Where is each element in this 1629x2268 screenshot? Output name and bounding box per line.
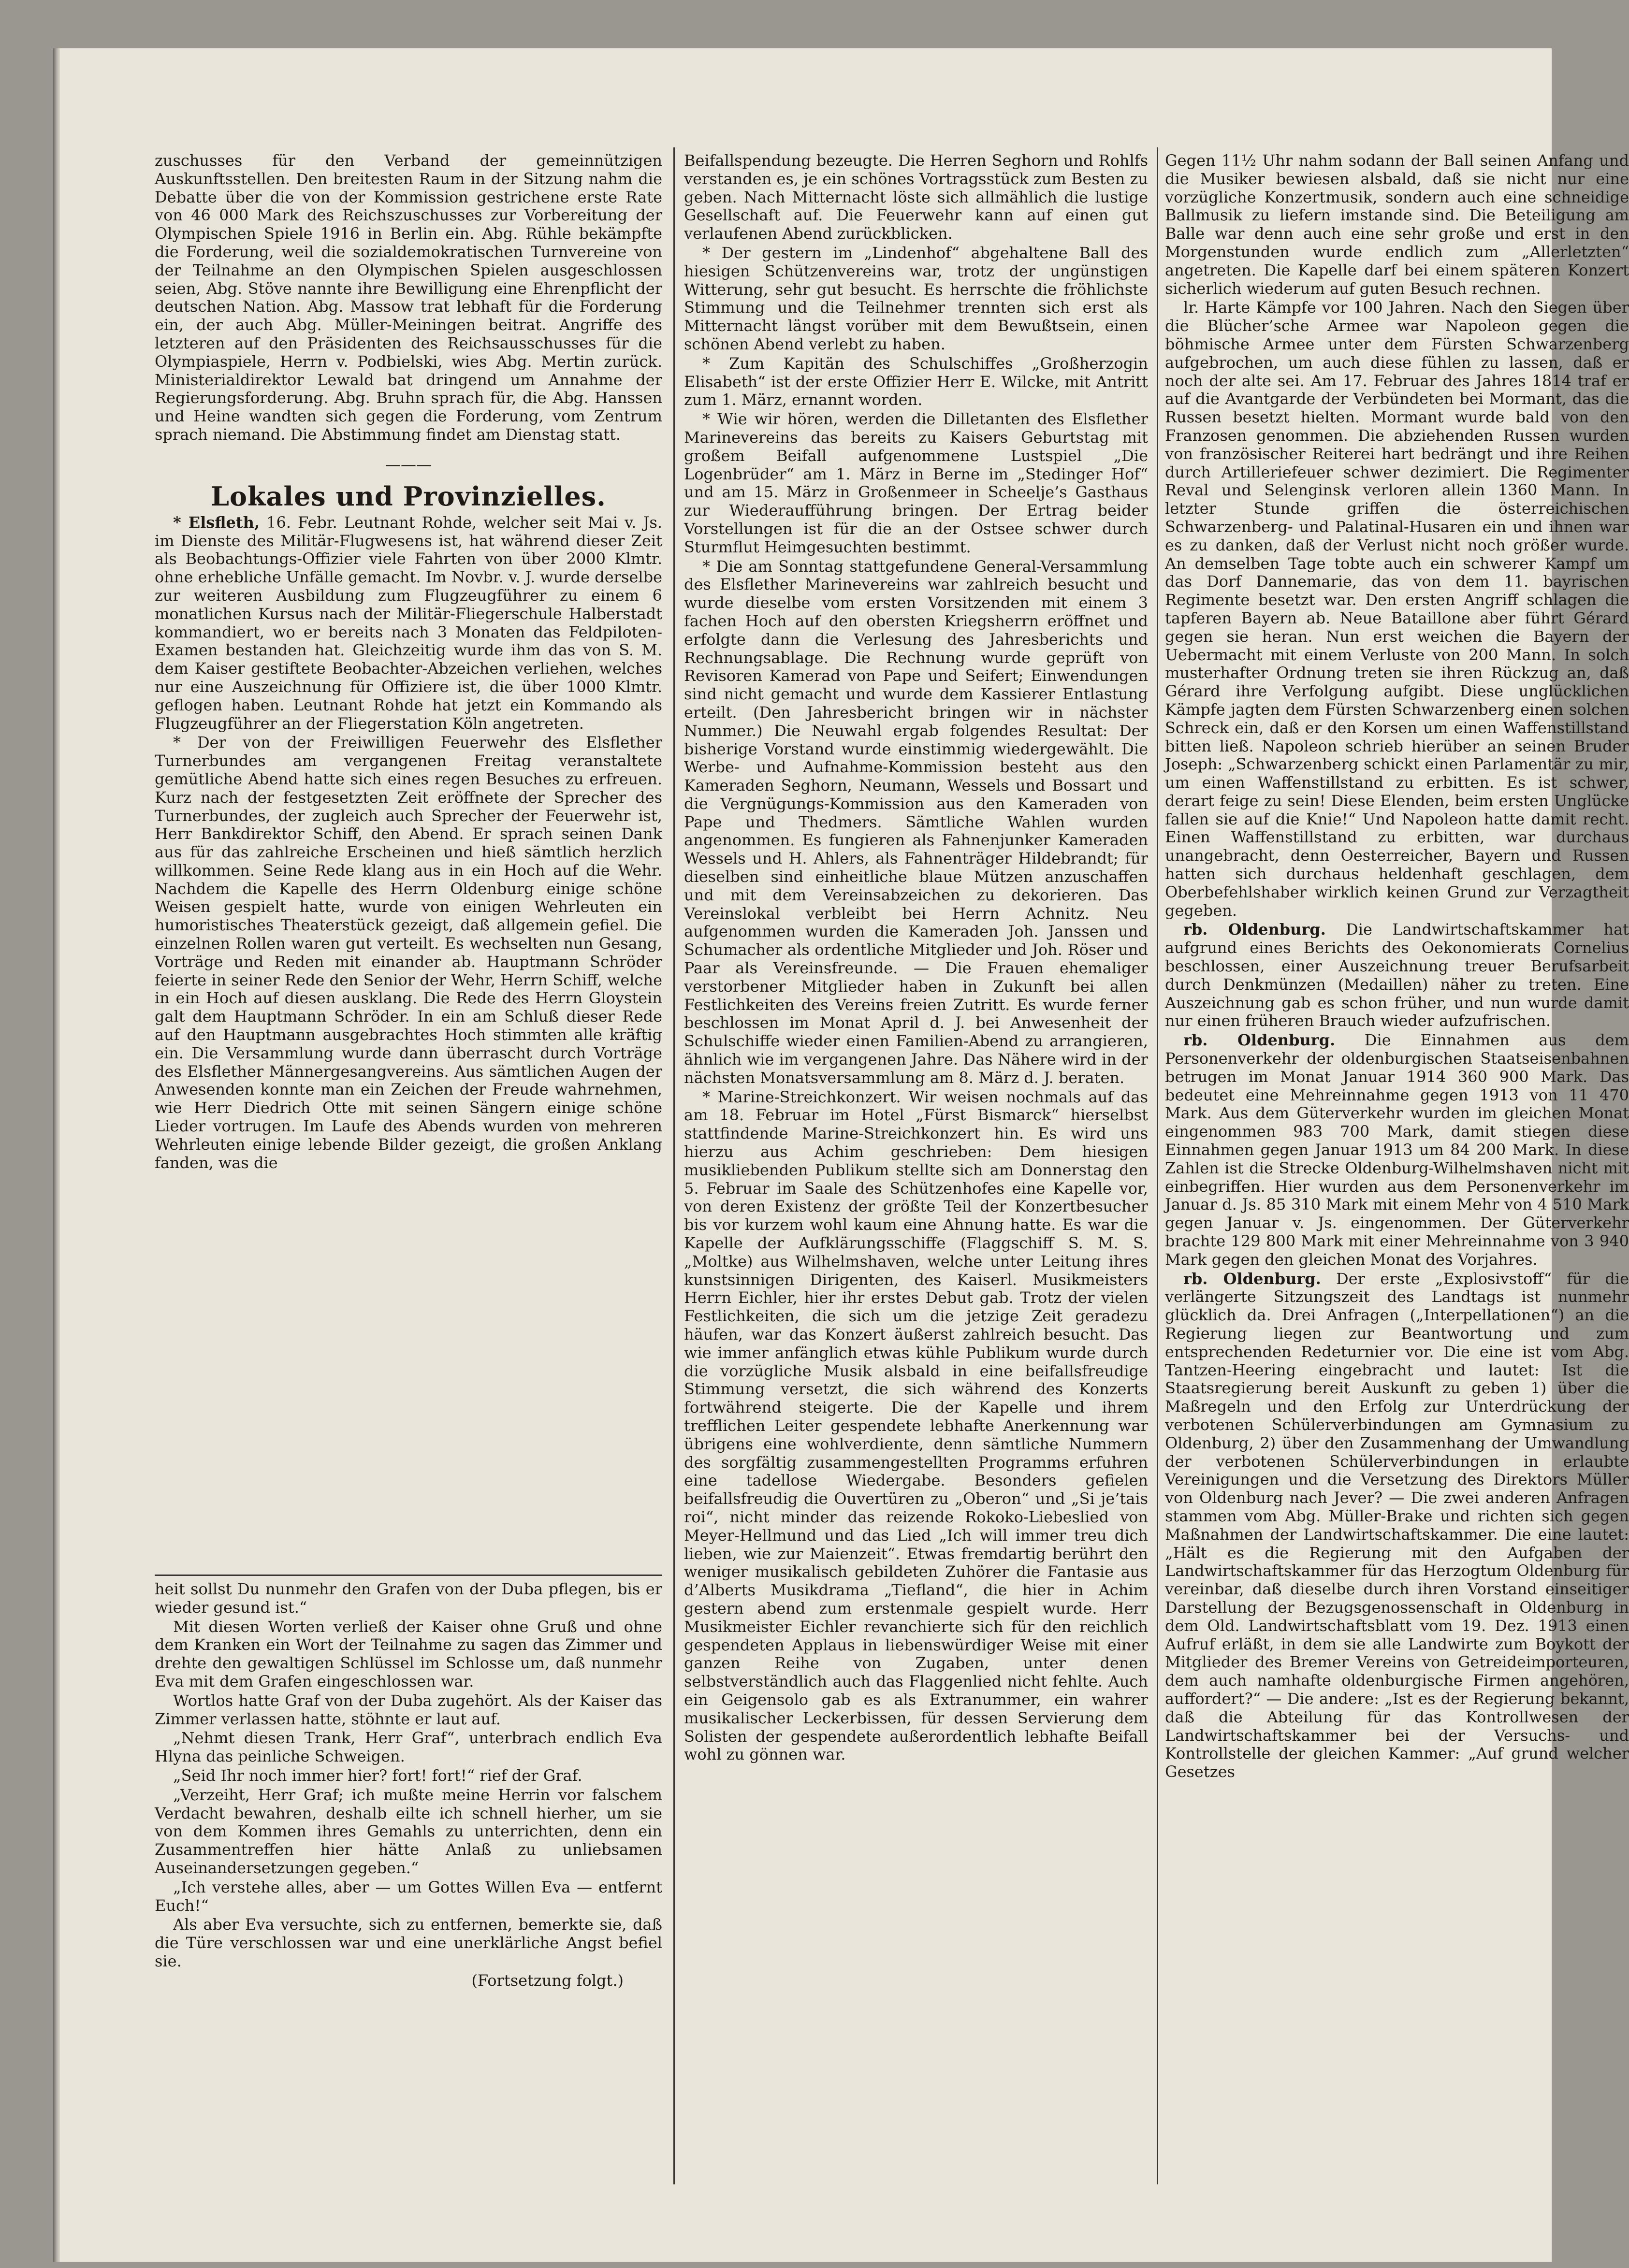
section-heading <box>155 482 662 511</box>
paragraph-text: „Ich verstehe alles, aber — um Gottes Willen Eva — entfernt Euch!“ <box>155 1878 662 1915</box>
section-separator <box>155 450 662 479</box>
article-paragraph <box>1165 1270 1629 1781</box>
column-2-articles <box>684 152 1148 2189</box>
article-paragraph <box>155 734 662 1172</box>
column-1-articles <box>155 152 662 1573</box>
article-paragraph <box>155 1916 662 1970</box>
paragraph-text: ——— <box>385 455 432 474</box>
paragraph-text: „Nehmt diesen Trank, Herr Graf“, unterbrach endlich Eva Hlyna das peinliche Schweigen. <box>155 1729 662 1766</box>
paragraph-text: Lokales und Provinzielles. <box>211 480 606 512</box>
paragraph-text: Beifallspendung bezeugte. Die Herren Seghorn und Rohlfs verstanden es, je ein schönes Vortragsstück zum Besten zu geben. Nach Mitternacht löste sich allmählich die lustige Gesellschaft auf. Die Feuerwehr kann auf einen gut verlaufenen Abend zurückblicken. <box>684 151 1148 243</box>
newspaper-page <box>53 48 1629 2262</box>
paragraph-text: * Marine-Streichkonzert. Wir weisen nochmals auf das am 18. Februar im Hotel „Fürst Bismarck“ hierselbst stattfindende Marine-Streichkonzert hin. Es wird uns hierzu aus Achim geschrieben: Dem hiesigen musikliebenden Publikum stellte sich am Donnerstag den 5. Februar im Saale des Schützenhofes eine Kapelle vor, von deren Existenz der größte Teil der Konzertbesucher bis vor kurzem wohl kaum eine Ahnung hatte. Es war die Kapelle der Aufklärungsschiffe (Flaggschiff S. M. S. „Moltke) aus Wilhelmshaven, welche unter Leitung ihres kunstsinnigen Dirigenten, des Kaiserl. Musikmeisters Herrn Eichler, hier ihr erstes Debut gab. Trotz der vielen Festlichkeiten, die sich um die jetzige Zeit geradezu häufen, war das Konzert äußerst zahlreich besucht. Das wie immer anfänglich etwas kühle Publikum wurde durch die vorzügliche Musik alsbald in eine beifallsfreudige Stimmung versetzt, die sich während des Konzerts fortwährend steigerte. Die der Kapelle und ihrem trefflichen Leiter gespendete lebhafte Anerkennung war übrigens eine wohlverdiente, denn sämtliche Nummern des sorgfältig zusammengestellten Programms erfuhren eine tadellose Wiedergabe. Besonders gefielen beifallsfreudig die Ouvertüren zu „Oberon“ und „Si je’tais roi“, nicht minder das reizende Rokoko-Liebeslied von Meyer-Hellmund und das Lied „Ich will immer treu dich lieben, wie zur Maienzeit“. Etwas fremdartig berührt den weniger musikalisch gebildeten Zuhörer die Fantasie aus d’Alberts Musikdrama „Tiefland“, die hier in Achim gestern abend zum erstenmale gespielt wurde. Herr Musikmeister Eichler revanchierte sich für den reichlich gespendeten Applaus in liebenswürdiger Weise mit einer ganzen Reihe von Zugaben, unter denen selbstverständlich auch das Flaggenlied nicht fehlte. Auch ein Geigensolo gab es als Extranummer, ein wahrer musikalischer Leckerbissen, für dessen Servierung dem Solisten der gespendete außerordentlich lebhafte Beifall wohl zu gönnen war. <box>684 1087 1148 1764</box>
paragraph-text: * Der gestern im „Lindenhof“ abgehaltene Ball des hiesigen Schützenvereins war, trotz der ungünstigen Witterung, sehr gut besucht. Es herrschte die fröhlichste Stimmung und die Teilnehmer trennten sich erst als Mitternacht längst vorüber mit dem Bewußtsein, einen schönen Abend verlebt zu haben. <box>684 243 1148 353</box>
paragraph-text: Die Landwirtschaftskammer hat aufgrund eines Berichts des Oekonomierats Cornelius beschlossen, einer Auszeichnung treuer Berufsarbeit durch Denkmünzen (Medaillen) näher zu treten. Eine Auszeichnung gab es schon früher, und nun wurde damit nur einen früheren Brauch wieder aufzufrischen. <box>1165 920 1629 1030</box>
article-paragraph <box>684 244 1148 354</box>
article-paragraph <box>155 1692 662 1729</box>
dateline: rb. Oldenburg. <box>1183 1031 1336 1050</box>
article-paragraph <box>684 1088 1148 1764</box>
dateline: rb. Oldenburg. <box>1183 920 1326 939</box>
paragraph-text: Mit diesen Worten verließ der Kaiser ohne Gruß und ohne dem Kranken ein Wort der Teilnahme zu sagen das Zimmer und drehte den gewaltigen Schlüssel im Schlosse um, daß nunmehr Eva mit dem Grafen eingeschlossen war. <box>155 1617 662 1690</box>
article-paragraph <box>1165 1031 1629 1269</box>
paragraph-text: heit sollst Du nunmehr den Grafen von der Duba pflegen, bis er wieder gesund ist.“ <box>155 1580 662 1617</box>
paragraph-text: lr. Harte Kämpfe vor 100 Jahren. Nach den Siegen über die Blücher’sche Armee war Napoleon gegen die böhmische Armee unter dem Fürsten Schwarzenberg aufgebrochen, um auch diese fühlen zu lassen, daß er noch der alte sei. Am 17. Februar des Jahres 1814 traf er auf die Avantgarde der Verbündeten bei Mormant, das die Russen besetzt hielten. Mormant wurde bald von den Franzosen genommen. Die abziehenden Russen wurden von französischer Reiterei hart bedrängt und ihre Reihen durch Artilleriefeuer schwer dezimiert. Die Regimenter Reval und Selenginsk verloren allein 1360 Mann. In letzter Stunde griffen die österreichischen Schwarzenberg- und Palatinal-Husaren ein und ihnen war es zu danken, daß der Verlust nicht noch größer wurde. An demselben Tage tobte auch ein schwerer Kampf um das Dorf Dannemarie, das von dem 11. bayrischen Regimente besetzt war. Den ersten Angriff schlagen die tapferen Bayern ab. Neue Bataillone aber führt Gérard gegen sie heran. Nun erst weichen die Bayern der Uebermacht mit einem Verluste von 200 Mann. In solch musterhafter Ordnung treten sie ihren Rückzug an, daß Gérard ihre Verfolgung aufgibt. Diese unglücklichen Kämpfe jagten dem Fürsten Schwarzenberg einen solchen Schreck ein, daß er den Korsen um einen Waffenstillstand bitten ließ. Napoleon schrieb hierüber an seinen Bruder Joseph: „Schwarzenberg schickt einen Parlamentär zu mir, um einen Waffenstillstand zu erbitten. Es ist schwer, derart feige zu sein! Diese Elenden, beim ersten Unglücke fallen sie auf die Knie!“ Und Napoleon hatte damit recht. Einen Waffenstillstand zu erbitten, war durchaus unangebracht, denn Oesterreicher, Bayern und Russen hatten sich durchaus heldenhaft geschlagen, dem Oberbefehlshaber wirklich keinen Grund zur Verzagtheit gegeben. <box>1165 298 1629 920</box>
page-binding-edge <box>53 48 60 2262</box>
feuilleton-divider <box>155 1575 662 1576</box>
article-paragraph <box>155 152 662 444</box>
paragraph-text: 16. Febr. Leutnant Rohde, welcher seit Mai v. Js. im Dienste des Militär-Flugwesens ist, hat während dieser Zeit als Beobachtungs-Offizier viele Fahrten von über 2000 Klmtr. ohne erhebliche Unfälle gemacht. Im Novbr. v. J. wurde derselbe zur weiteren Ausbildung zum Flugzeugführer zu einem 6 monatlichen Kursus nach der Militär-Fliegerschule Halberstadt kommandiert, wo er bereits nach 3 Monaten das Feldpiloten-Examen bestanden hat. Gleichzeitig wurde ihm das von S. M. dem Kaiser gestiftete Beobachter-Abzeichen verliehen, welches nur eine Auszeichnung für Offiziere ist, die über 1000 Klmtr. geflogen haben. Leutnant Rohde hat jetzt ein Kommando als Flugzeugführer an der Fliegerstation Köln angetreten. <box>155 513 663 733</box>
paragraph-text: „Seid Ihr noch immer hier? fort! fort!“ rief der Graf. <box>173 1766 582 1785</box>
paragraph-text: Gegen 11½ Uhr nahm sodann der Ball seinen Anfang und die Musiker bewiesen alsbald, daß sie nicht nur eine vorzügliche Konzertmusik, sondern auch eine schneidige Ballmusik zu liefern imstande sind. Die Beteiligung am Balle war denn auch eine sehr große und erst in den Morgenstunden wurde endlich zum „Allerletzten“ angetreten. Die Kapelle darf bei einem späteren Konzert sicherlich wiederum auf guten Besuch rechnen. <box>1165 151 1629 298</box>
paragraph-text: Als aber Eva versuchte, sich zu entfernen, bemerkte sie, daß die Türe verschlossen war und eine unerklärliche Angst befiel sie. <box>155 1915 662 1970</box>
paragraph-text: Der erste „Explosivstoff“ für die verlängerte Sitzungszeit des Landtags ist nunmehr glücklich da. Drei Anfragen („Interpellationen“) an die Regierung liegen zur Beantwortung und zum entsprechenden Redeturnier vor. Die eine ist vom Abg. Tantzen-Heering eingebracht und lautet: Ist die Staatsregierung bereit Auskunft zu geben 1) über die Maßregeln und den Erfolg zur Unterdrückung der verbotenen Schülerverbindungen am Gymnasium zu Oldenburg, 2) über den Zusammenhang der Umwandlung der verbotenen Schülerverbindungen in erlaubte Vereinigungen und die Versetzung des Direktors Müller von Oldenburg nach Jever? — Die zwei anderen Anfragen stammen vom Abg. Müller-Brake und richten sich gegen Maßnahmen der Landwirtschaftskammer. Die eine lautet: „Hält es die Regierung mit den Aufgaben der Landwirtschaftskammer für das Herzogtum Oldenburg für vereinbar, daß dieselbe durch ihren Vorstand einseitiger Darstellung der Bezugsgenossenschaft in Oldenburg in dem Old. Landwirtschaftsblatt vom 19. Dez. 1913 einen Aufruf erläßt, in dem sie alle Landwirte zum Boykott der Mitglieder des Bremer Vereins von Getreideimporteuren, dem auch namhafte oldenburgische Firmen angehören, auffordert?“ — Die andere: „Ist es der Regierung bekannt, daß die Abteilung für das Kontrollwesen der Landwirtschaftskammer bei der Versuchs- und Kontrollstelle der gleichen Kammer: „Auf grund welcher Gesetzes <box>1165 1269 1629 1781</box>
paragraph-text: (Fortsetzung folgt.) <box>471 1971 624 1990</box>
article-paragraph <box>155 514 662 733</box>
article-paragraph <box>155 1767 662 1785</box>
column-1-serial-story <box>155 1580 662 2194</box>
paragraph-text: Wortlos hatte Graf von der Duba zugehört. Als der Kaiser das Zimmer verlassen hatte, stöhnte er laut auf. <box>155 1691 662 1728</box>
article-paragraph <box>684 558 1148 1087</box>
paragraph-text: * Wie wir hören, werden die Dilletanten des Elsflether Marinevereins das bereits zu Kaisers Geburtstag mit großem Beifall aufgenommene Lustspiel „Die Logenbrüder“ am 1. März in Berne im „Stedinger Hof“ und am 15. März in Großenmeer in Scheelje’s Gasthaus zur Wiederaufführung bringen. Der Ertrag beider Vorstellungen ist für die an der Ostsee schwer durch Sturmflut Heimgesuchten bestimmt. <box>684 410 1148 556</box>
article-paragraph <box>684 410 1148 556</box>
column-rule-1 <box>673 147 675 2184</box>
column-3-articles <box>1165 152 1629 2189</box>
dateline: rb. Oldenburg. <box>1183 1269 1321 1288</box>
paragraph-text: * Die am Sonntag stattgefundene General-Versammlung des Elsflether Marinevereins war zahlreich besucht und wurde dieselbe vom ersten Vorsitzenden mit einem 3 fachen Hoch auf den obersten Kriegsherrn eröffnet und erfolgte dann die Verlesung des Jahresberichts und Rechnungsablage. Die Rechnung wurde geprüft von Revisoren Kamerad von Pape und Seifert; Einwendungen sind nicht gemacht und wurde dem Kassierer Entlastung erteilt. (Den Jahresbericht bringen wir in nächster Nummer.) Die Neuwahl ergab folgendes Resultat: Der bisherige Vorstand wurde einstimmig wiedergewählt. Die Werbe- und Aufnahme-Kommission besteht aus den Kameraden Seghorn, Neumann, Wessels und Bossart und die Vergnügungs-Kommission aus den Kameraden von Pape und Thedmers. Sämtliche Wahlen wurden angenommen. Es fungieren als Fahnenjunker Kameraden Wessels und H. Ahlers, als Fahnenträger Hildebrandt; für dieselben sind einheitliche blaue Mützen anzuschaffen und mit dem Vereinsabzeichen zu dekorieren. Das Vereinslokal verbleibt bei Herrn Achnitz. Neu aufgenommen wurden die Kameraden Joh. Janssen und Schumacher als ordentliche Mitglieder und Joh. Röser und Paar als Vereinsfreunde. — Die Frauen ehemaliger verstorbener Mitglieder haben in Zukunft bei allen Festlichkeiten des Vereins freien Zutritt. Es wurde ferner beschlossen im Monat April d. J. bei Anwesenheit der Schulschiffe wieder einen Familien-Abend zu arrangieren, ähnlich wie im vergangenen Jahre. Das Nähere wird in der nächsten Monatsversammlung am 8. März d. J. beraten. <box>684 557 1148 1087</box>
paragraph-text: zuschusses für den Verband der gemeinnützigen Auskunftsstellen. Den breitesten Raum in der Sitzung nahm die Debatte über die von der Kommission gestrichene erste Rate von 46 000 Mark des Reichszuschusses zur Vorbereitung der Olympischen Spiele 1916 in Berlin ein. Abg. Rühle bekämpfte die Forderung, weil die sozialdemokratischen Turnvereine von der Teilnahme an den Olympischen Spielen ausgeschlossen seien, Abg. Stöve nannte ihre Bewilligung eine Ehrenpflicht der deutschen Nation. Abg. Massow trat lebhaft für die Forderung ein, der auch Abg. Müller-Meiningen beitrat. Angriffe des letzteren auf den Präsidenten des Reichsausschusses für die Olympiaspiele, Herrn v. Podbielski, wies Abg. Mertin zurück. Ministerialdirektor Lewald bat dringend um Annahme der Regierungsforderung. Abg. Bruhn sprach für, die Abg. Hanssen und Heine wandten sich gegen die Forderung, vom Zentrum sprach niemand. Die Abstimmung findet am Dienstag statt. <box>155 151 662 444</box>
dateline: * Elsfleth, <box>173 513 260 532</box>
article-paragraph <box>1165 921 1629 1030</box>
column-rule-2 <box>1157 147 1158 2184</box>
article-paragraph <box>155 1580 662 1617</box>
article-paragraph <box>155 1972 662 1990</box>
article-paragraph <box>155 1878 662 1915</box>
article-paragraph <box>1165 299 1629 920</box>
paragraph-text: * Zum Kapitän des Schulschiffes „Großherzogin Elisabeth“ ist der erste Offizier Herr E. Wilcke, mit Antritt zum 1. März, ernannt worden. <box>684 354 1148 409</box>
article-paragraph <box>684 355 1148 409</box>
article-paragraph <box>684 152 1148 243</box>
paragraph-text: * Der von der Freiwilligen Feuerwehr des Elsflether Turnerbundes am vergangenen Freitag veranstaltete gemütliche Abend hatte sich eines regen Besuches zu erfreuen. Kurz nach der festgesetzten Zeit eröffnete der Sprecher des Turnerbundes, der zugleich auch Sprecher der Feuerwehr ist, Herr Bankdirektor Schiff, den Abend. Er sprach seinen Dank aus für das zahlreiche Erscheinen und hieß sämtlich herzlich willkommen. Seine Rede klang aus in ein Hoch auf die Wehr. Nachdem die Kapelle des Herrn Oldenburg einige schöne Weisen gespielt hatte, wurde von einigen Wehrleuten ein humoristisches Theaterstück gezeigt, daß allgemein gefiel. Die einzelnen Rollen waren gut verteilt. Es wechselten nun Gesang, Vorträge und Reden mit einander ab. Hauptmann Schröder feierte in seiner Rede den Senior der Wehr, Herrn Schiff, welche in ein Hoch auf diesen ausklang. Die Rede des Herrn Gloystein galt dem Hauptmann Schröder. In ein am Schluß dieser Rede auf den Hauptmann ausgebrachtes Hoch stimmten alle kräftig ein. Die Versammlung wurde dann überrascht durch Vorträge des Elsflether Männergesangvereins. Aus sämtlichen Augen der Anwesenden konnte man ein Zeichen der Freude wahrnehmen, wie Herr Diedrich Otte mit seinen Sängern einige schöne Lieder vortrugen. Im Laufe des Abends wurden von mehreren Wehrleuten einige lebende Bilder gezeigt, die großen Anklang fanden, was die <box>155 733 662 1172</box>
paragraph-text: „Verzeiht, Herr Graf; ich mußte meine Herrin vor falschem Verdacht bewahren, deshalb eilte ich schnell hierher, um sie von dem Kommen ihres Gemahls zu unterrichten, denn ein Zusammentreffen hier hätte Anlaß zu unliebsamen Auseinandersetzungen gegeben.“ <box>155 1785 662 1877</box>
article-paragraph <box>1165 152 1629 298</box>
article-paragraph <box>155 1786 662 1878</box>
article-paragraph <box>155 1618 662 1691</box>
paragraph-text: Die Einnahmen aus dem Personenverkehr der oldenburgischen Staatseisenbahnen betrugen im Monat Januar 1914 360 900 Mark. Das bedeutet eine Mehreinnahme gegen 1913 von 11 470 Mark. Aus dem Güterverkehr wurden im gleichen Monat eingenommen 983 700 Mark, damit stiegen diese Einnahmen gegen Januar 1913 um 84 200 Mark. In diese Zahlen ist die Strecke Oldenburg-Wilhelmshaven nicht mit einbegriffen. Hier wurden aus dem Personenverkehr im Januar d. Js. 85 310 Mark mit einem Mehr von 4 510 Mark gegen Januar v. Js. eingenommen. Der Güterverkehr brachte 129 800 Mark mit einer Mehreinnahme von 3 940 Mark gegen den gleichen Monat des Vorjahres. <box>1165 1031 1629 1269</box>
article-paragraph <box>155 1729 662 1766</box>
